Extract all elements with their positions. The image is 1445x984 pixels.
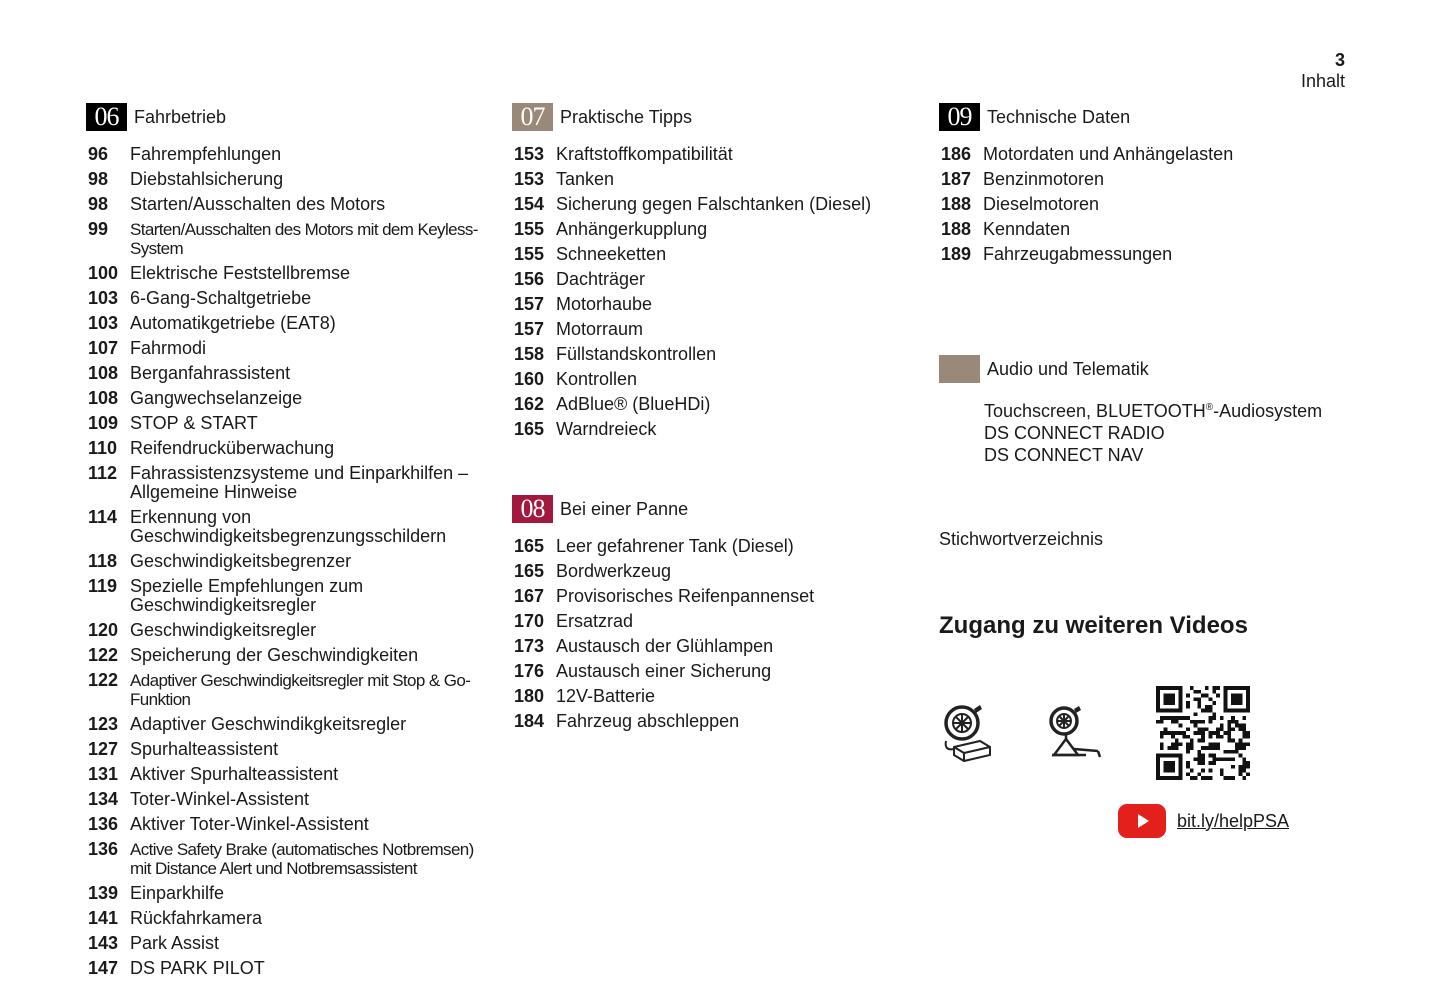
toc-list-06 — [86, 145, 496, 978]
toc-entry-text: Sicherung gegen Falschtanken (Diesel) — [556, 194, 872, 214]
toc-page-number: 143 — [88, 933, 119, 953]
toc-entry[interactable] — [86, 934, 496, 953]
toc-entry[interactable] — [939, 245, 1359, 264]
toc-entry-text: Aktiver Spurhalteassistent — [130, 764, 339, 784]
toc-entry[interactable] — [939, 145, 1359, 164]
toc-entry-text: 6-Gang-Schaltgetriebe — [130, 288, 312, 308]
toc-entry-text: Dieselmotoren — [983, 194, 1100, 214]
toc-entry[interactable] — [512, 145, 922, 164]
toc-entry-text: Fahrzeug abschleppen — [556, 711, 740, 731]
jack-wheel-icon[interactable] — [1046, 705, 1104, 766]
toc-entry-text: Leer gefahrener Tank (Diesel) — [556, 536, 794, 556]
toc-entry[interactable] — [86, 621, 496, 640]
toc-list-08 — [512, 537, 922, 731]
toc-entry-text: Kontrollen — [556, 369, 638, 389]
toc-entry-text: Schneeketten — [556, 244, 667, 264]
toc-entry-text: Geschwindigkeitsregler — [130, 620, 317, 640]
toc-page-number: 141 — [88, 908, 119, 928]
toc-entry[interactable] — [86, 170, 496, 189]
toc-entry[interactable] — [86, 959, 496, 978]
toc-entry-text: Motorraum — [556, 319, 644, 339]
toc-entry-text: Geschwindigkeitsbegrenzer — [130, 551, 352, 571]
toc-list-09 — [939, 145, 1359, 264]
toc-entry-text: Active Safety Brake (automatisches Notbremsen) mit Distance Alert und Notbremsassistent — [130, 840, 474, 878]
toc-entry[interactable] — [939, 170, 1359, 189]
toc-page-number: 96 — [88, 144, 109, 164]
toc-page-number: 108 — [88, 363, 119, 383]
toc-page-number: 156 — [514, 269, 545, 289]
section-09-badge: 09 — [939, 103, 980, 131]
toc-page-number: 118 — [88, 551, 118, 571]
toc-entry-text: Toter-Winkel-Assistent — [130, 789, 310, 809]
toc-entry[interactable] — [86, 508, 496, 546]
audio-item-nav[interactable]: DS CONNECT NAV — [984, 445, 1144, 465]
section-08-title[interactable]: Bei einer Panne — [560, 498, 689, 519]
section-07-header — [512, 103, 922, 131]
toc-page-number: 120 — [88, 620, 119, 640]
youtube-link-row — [1118, 804, 1289, 838]
toc-page-number: 109 — [88, 413, 119, 433]
toc-entry-text: Park Assist — [130, 933, 220, 953]
toc-entry[interactable] — [512, 562, 922, 581]
toc-entry-text: Starten/Ausschalten des Motors — [130, 194, 386, 214]
toc-entry-text: Speicherung der Geschwindigkeiten — [130, 645, 419, 665]
toc-entry[interactable] — [939, 220, 1359, 239]
toc-entry-text: Einparkhilfe — [130, 883, 225, 903]
toc-page-number: 99 — [88, 219, 109, 239]
toc-page-number: 188 — [941, 219, 972, 239]
toc-entry[interactable] — [86, 765, 496, 784]
toc-entry-text: Austausch der Glühlampen — [556, 636, 774, 656]
toc-entry[interactable] — [512, 612, 922, 631]
toc-entry-text: Kraftstoffkompatibilität — [556, 144, 733, 164]
tire-repair-kit-icon[interactable] — [940, 703, 996, 770]
toc-entry[interactable] — [86, 884, 496, 903]
videos-heading: Zugang zu weiteren Videos — [939, 612, 1248, 639]
toc-entry-text: Ersatzrad — [556, 611, 634, 631]
toc-entry-text: Aktiver Toter-Winkel-Assistent — [130, 814, 369, 834]
toc-entry[interactable] — [86, 790, 496, 809]
toc-page-number: 158 — [514, 344, 545, 364]
toc-entry-text: Warndreieck — [556, 419, 657, 439]
section-08-header — [512, 495, 922, 523]
toc-entry[interactable] — [86, 646, 496, 665]
toc-entry-text: Tanken — [556, 169, 615, 189]
toc-page-number: 160 — [514, 369, 545, 389]
toc-entry-text: Automatikgetriebe (EAT8) — [130, 313, 336, 333]
toc-page-number: 162 — [514, 394, 545, 414]
section-09-title[interactable]: Technische Daten — [987, 106, 1131, 127]
toc-entry-text: Starten/Ausschalten des Motors mit dem Keyless-System — [130, 220, 478, 258]
toc-entry[interactable] — [86, 289, 496, 308]
toc-page-number: 184 — [514, 711, 545, 731]
toc-entry-text: Austausch einer Sicherung — [556, 661, 772, 681]
toc-entry-text: Elektrische Feststellbremse — [130, 263, 351, 283]
toc-page-number: 103 — [88, 313, 119, 333]
youtube-logo-icon[interactable] — [1118, 804, 1166, 838]
toc-entry[interactable] — [86, 552, 496, 571]
audio-item-touchscreen[interactable]: Touchscreen, BLUETOOTH®-Audiosystem — [984, 401, 1323, 421]
toc-page-number: 103 — [88, 288, 119, 308]
toc-entry-text: Adaptiver Geschwindikgkeitsregler — [130, 714, 407, 734]
toc-page-number: 147 — [88, 958, 119, 978]
toc-page-number: 154 — [514, 194, 545, 214]
toc-entry-text: Provisorisches Reifenpannenset — [556, 586, 815, 606]
section-06-title[interactable]: Fahrbetrieb — [134, 106, 227, 127]
toc-page-number: 108 — [88, 388, 119, 408]
toc-page-number: 188 — [941, 194, 972, 214]
toc-entry-text: Rückfahrkamera — [130, 908, 263, 928]
toc-entry-text: Fahrzeugabmessungen — [983, 244, 1173, 264]
video-link[interactable]: bit.ly/helpPSA — [1177, 810, 1290, 831]
section-07 — [512, 103, 922, 445]
toc-list-07 — [512, 145, 922, 439]
section-08 — [512, 495, 922, 737]
toc-page-number: 176 — [514, 661, 545, 681]
toc-page-number: 131 — [88, 764, 119, 784]
toc-entry[interactable] — [86, 715, 496, 734]
toc-entry[interactable] — [86, 389, 496, 408]
section-06-badge: 06 — [86, 103, 127, 131]
section-07-title[interactable]: Praktische Tipps — [560, 106, 693, 127]
toc-page-number: 173 — [514, 636, 545, 656]
toc-entry[interactable] — [86, 740, 496, 759]
toc-page-number: 122 — [88, 670, 119, 690]
toc-entry-text: Fahrempfehlungen — [130, 144, 282, 164]
toc-page-number: 155 — [514, 219, 545, 239]
toc-page-number: 165 — [514, 561, 545, 581]
toc-entry[interactable] — [86, 577, 496, 615]
toc-entry[interactable] — [512, 345, 922, 364]
toc-page-number: 157 — [514, 319, 545, 339]
section-07-badge: 07 — [512, 103, 553, 131]
toc-entry-text: Fahrassistenzsysteme und Einparkhilfen – Allgemeine Hinweise — [130, 463, 469, 502]
toc-page-number: 110 — [88, 438, 118, 458]
toc-page-number: 165 — [514, 536, 545, 556]
toc-page-number: 170 — [514, 611, 545, 631]
toc-page-number: 155 — [514, 244, 545, 264]
toc-entry[interactable] — [86, 439, 496, 458]
toc-entry[interactable] — [512, 395, 922, 414]
toc-entry[interactable] — [512, 295, 922, 314]
toc-page-number: 180 — [514, 686, 545, 706]
toc-entry[interactable] — [86, 414, 496, 433]
toc-entry[interactable] — [86, 220, 496, 258]
toc-entry[interactable] — [512, 637, 922, 656]
audio-list — [984, 397, 1322, 466]
page-number: 3 — [1334, 50, 1345, 70]
toc-entry[interactable] — [86, 364, 496, 383]
audio-section — [939, 355, 1322, 466]
toc-page-number: 165 — [514, 419, 545, 439]
toc-entry-text: Spezielle Empfehlungen zum Geschwindigkeitsregler — [130, 576, 364, 615]
toc-entry[interactable] — [86, 195, 496, 214]
toc-entry-text: Füllstandskontrollen — [556, 344, 717, 364]
toc-page-number: 167 — [514, 586, 545, 606]
toc-page-number: 100 — [88, 263, 119, 283]
toc-entry-text: AdBlue® (BlueHDi) — [556, 394, 711, 414]
toc-page-number: 186 — [941, 144, 972, 164]
toc-entry[interactable] — [512, 687, 922, 706]
toc-entry-text: Spurhalteassistent — [130, 739, 279, 759]
toc-entry[interactable] — [512, 420, 922, 439]
toc-entry[interactable] — [512, 712, 922, 731]
toc-entry-text: 12V-Batterie — [556, 686, 656, 706]
toc-entry[interactable] — [512, 662, 922, 681]
toc-page-number: 122 — [88, 645, 119, 665]
toc-page-number: 134 — [88, 789, 119, 809]
toc-page-number: 119 — [88, 576, 118, 596]
toc-page-number: 127 — [88, 739, 119, 759]
toc-entry-text: Erkennung von Geschwindigkeitsbegrenzungsschildern — [130, 507, 447, 546]
toc-entry[interactable] — [86, 909, 496, 928]
toc-entry-text: Fahrmodi — [130, 338, 207, 358]
toc-page-number: 139 — [88, 883, 119, 903]
toc-entry-text: Motordaten und Anhängelasten — [983, 144, 1234, 164]
toc-page-number: 98 — [88, 169, 109, 189]
toc-entry[interactable] — [512, 320, 922, 339]
index-link[interactable]: Stichwortverzeichnis — [939, 529, 1104, 549]
toc-entry[interactable] — [86, 815, 496, 834]
toc-page-number: 114 — [88, 507, 118, 527]
toc-page-number: 112 — [88, 463, 118, 483]
toc-entry[interactable] — [512, 537, 922, 556]
page-header — [1301, 50, 1345, 92]
toc-page-number: 123 — [88, 714, 119, 734]
toc-page-number: 136 — [88, 814, 119, 834]
toc-entry-text: Berganfahrassistent — [130, 363, 291, 383]
toc-entry[interactable] — [86, 145, 496, 164]
section-06 — [86, 103, 496, 984]
toc-entry[interactable] — [512, 270, 922, 289]
audio-item-radio[interactable]: DS CONNECT RADIO — [984, 423, 1165, 443]
qr-code-icon[interactable] — [1156, 686, 1250, 785]
toc-entry[interactable] — [512, 170, 922, 189]
toc-entry-text: Gangwechselanzeige — [130, 388, 303, 408]
toc-entry-text: DS PARK PILOT — [130, 958, 265, 978]
toc-entry-text: Dachträger — [556, 269, 646, 289]
toc-entry-text: Diebstahlsicherung — [130, 169, 284, 189]
toc-page-number: 153 — [514, 144, 545, 164]
audio-header — [939, 355, 1322, 383]
toc-entry[interactable] — [512, 195, 922, 214]
toc-entry[interactable] — [939, 195, 1359, 214]
audio-title[interactable]: Audio und Telematik — [987, 358, 1149, 379]
toc-entry[interactable] — [512, 370, 922, 389]
toc-page-number: 187 — [941, 169, 972, 189]
toc-entry[interactable] — [86, 464, 496, 502]
page-title: Inhalt — [1300, 71, 1345, 91]
toc-entry-text: Benzinmotoren — [983, 169, 1105, 189]
toc-entry[interactable] — [86, 314, 496, 333]
toc-entry-text: Kenndaten — [983, 219, 1071, 239]
toc-entry[interactable] — [512, 245, 922, 264]
toc-entry-text: Motorhaube — [556, 294, 653, 314]
toc-entry-text: Bordwerkzeug — [556, 561, 672, 581]
toc-page-number: 98 — [88, 194, 109, 214]
toc-entry-text: Adaptiver Geschwindigkeitsregler mit Stop & Go-Funktion — [130, 671, 471, 709]
toc-entry-text: STOP & START — [130, 413, 258, 433]
section-08-badge: 08 — [512, 495, 553, 523]
toc-page-number: 189 — [941, 244, 972, 264]
toc-entry-text: Anhängerkupplung — [556, 219, 708, 239]
toc-page-number: 157 — [514, 294, 545, 314]
toc-entry[interactable] — [86, 264, 496, 283]
toc-page-number: 107 — [88, 338, 119, 358]
section-09-header — [939, 103, 1359, 131]
toc-entry[interactable] — [86, 671, 496, 709]
section-06-header — [86, 103, 496, 131]
section-09 — [939, 103, 1359, 270]
toc-entry[interactable] — [512, 587, 922, 606]
toc-page-number: 136 — [88, 839, 119, 859]
audio-badge — [939, 355, 980, 383]
toc-page-number: 153 — [514, 169, 545, 189]
toc-entry-text: Reifendrucküberwachung — [130, 438, 335, 458]
toc-entry[interactable] — [512, 220, 922, 239]
toc-entry[interactable] — [86, 840, 496, 878]
toc-entry[interactable] — [86, 339, 496, 358]
